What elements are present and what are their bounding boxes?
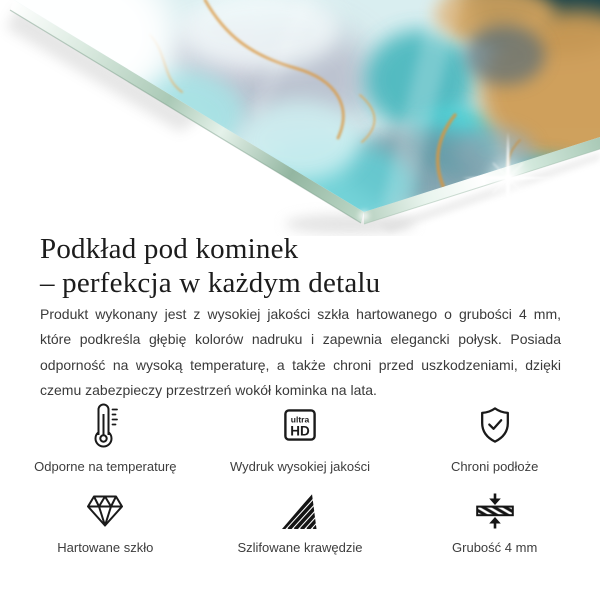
hd-text: HD (290, 423, 310, 439)
polished-edges-icon (282, 491, 317, 531)
feature-polished-edges (203, 491, 398, 556)
feature-print-quality (203, 400, 398, 475)
feature-label: Chroni podłoże (450, 459, 539, 474)
feature-label: Szlifowane krawędzie (237, 540, 363, 555)
ultra-text: ultra (290, 414, 310, 425)
thickness-icon (475, 491, 515, 531)
title-line-1: Podkład pod kominek (40, 233, 299, 265)
marble-artwork (0, 0, 600, 236)
shield-check-icon (478, 400, 512, 450)
diamond-icon (85, 491, 125, 531)
feature-protects-floor (397, 400, 592, 475)
title-line-2: – perfekcja w każdym detalu (40, 267, 381, 299)
feature-label: Grubość 4 mm (452, 540, 538, 555)
glass-panel-illustration (0, 0, 600, 236)
product-image[interactable] (0, 0, 600, 236)
feature-temperature-resistant (8, 400, 203, 475)
feature-label: Odporne na temperaturę (34, 459, 177, 474)
product-description: Produkt wykonany jest z wysokiej jakości szkła hartowanego o grubości 4 mm, które podkreśla głębię kolorów nadruku i zapewnia elegancki połysk. Posiada odporność na wysoką temperaturę, a także chroni przed uszkodzeniami, dzięki czemu zabezpieczy przestrzeń wokół kominka na lata. (40, 306, 561, 399)
ultra-hd-icon (284, 400, 316, 450)
feature-label: Wydruk wysokiej jakości (229, 459, 370, 474)
thermometer-icon (92, 400, 118, 450)
feature-thickness (397, 491, 592, 556)
page-title (40, 232, 380, 300)
features-grid (8, 400, 592, 556)
feature-label: Hartowane szkło (57, 540, 154, 555)
feature-tempered-glass (8, 491, 203, 556)
